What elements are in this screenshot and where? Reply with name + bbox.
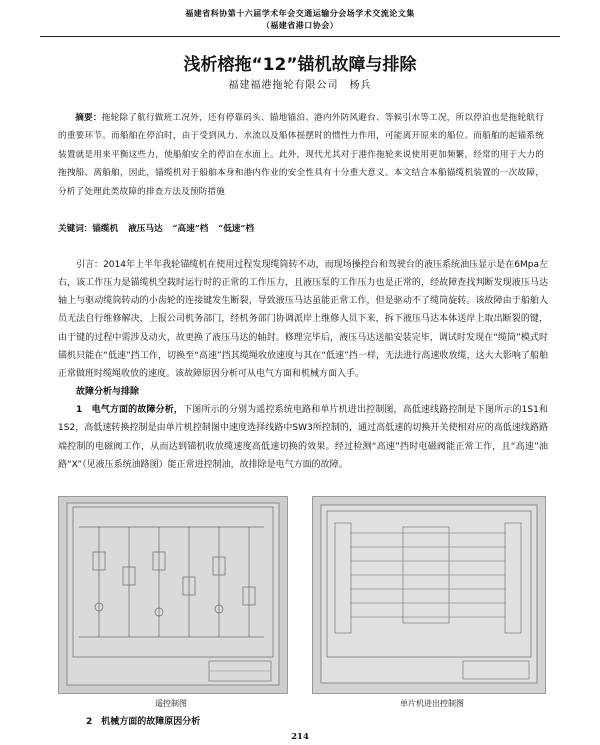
mcu-io-control-diagram-photo [312,496,546,694]
author-line: 福建福港拖轮有限公司 杨兵 [228,80,372,91]
keyword: 液压马达 [128,224,163,234]
item1-text: 下图所示的分别为遥控系统电路和单片机进出控制图，高低速线路控制是下图所示的1S1和1S2，高低速转换控制是由单片机控制图中速度选择线路中SW3所控制的，通过高低速的切换开关使相对应的高低速线路路端控制的电磁阀工作，从而达到锚机收放缆速度高低速切换的效果。经过检测“高速”挡时电磁阀能正常工作，且“高速”油路“X”（见液压系统油路图）能正常进控制油，故排除是电气方面的故障。 [58,405,548,470]
section-2-heading: 2 机械方面的故障原因分析 [86,717,201,727]
body-text [58,256,548,474]
header-line-2: （福建省港口协会） [261,20,339,30]
abstract-text: 拖轮除了航行做班工况外，还有停靠码头、锚地锚泊、港内外防风避台、等候引水等工况，所以停泊也是拖轮航行的重要环节。而船舶在停泊时，由于受到风力、水流以及船体摇摆时的惯性力作用，可能离开原来的船位。而船舶的起锚系统装置就是用来平衡这些力，使船舶安全的停泊在水面上。此外，现代尤其对于港作拖轮来说使用更加频繁，经常的用于大力的拖拽船、离船舶，因此，锚缆机对于船舶本身和港内作业的安全性具有十分重大意义。本文结合本船锚缆机装置的一次故障，分析了处理此类故障的排查方法及预防措施 [58,113,544,197]
item1-paragraph [58,401,548,474]
keyword: “低速”档 [218,224,254,234]
keyword: 锚缆机 [92,224,119,234]
paper-title: 浅析榕拖“12”锚机故障与排除 [183,55,417,75]
item1-label: 1 电气方面的故障分析， [76,405,184,416]
abstract [58,109,544,201]
remote-control-diagram-photo [58,496,288,694]
caption-left: 遥控制图 [155,699,187,708]
header-line-1: 福建省科协第十六届学术年会交通运输分会场学术交流论文集 [185,8,415,18]
section-title: 故障分析与排除 [76,387,140,398]
page-header [0,7,600,31]
keywords [58,221,544,237]
caption-right: 单片机进出控制图 [400,699,464,708]
intro-paragraph: 引言：2014年上半年我轮锚缆机在使用过程发现缆筒转不动，而现场操控台和驾驶台的液压系统油压显示是在6Mpa左右，该工作压力是锚缆机空载时运行时的正常的工作压力，且液压泵的工作压力也是正常的，经故障查找判断发现液压马达轴上与驱动缆筒转动的小齿轮的连接键发生断裂，导致液压马达虽能正常工作，但是驱动不了缆筒旋转。该故障由于船舶人员无法自行维修解决，上报公司机务部门，经机务部门协调派岸上维修人员下来，拆下液压马达本体送岸上取出断裂的键，由于键的过程中需涉及动火，故更换了液压马达的轴封。修理完毕后，液压马达送船安装完毕，调试时发现在“缆筒”模式时锚机只能在“低速”挡工作，切换至“高速”挡其缆绳收放速度与其在“低速”挡一样，无法进行高速收放缆，这大大影响了船舶正常做班时缆绳收放的速度。该故障原因分析可从电气方面和机械方面入手。 [58,260,548,379]
header-rule [40,36,560,37]
keyword: “高速”档 [172,224,209,234]
keywords-label: 关键词： [58,224,93,234]
page-number: 214 [291,732,309,742]
abstract-label: 摘要： [75,113,102,123]
